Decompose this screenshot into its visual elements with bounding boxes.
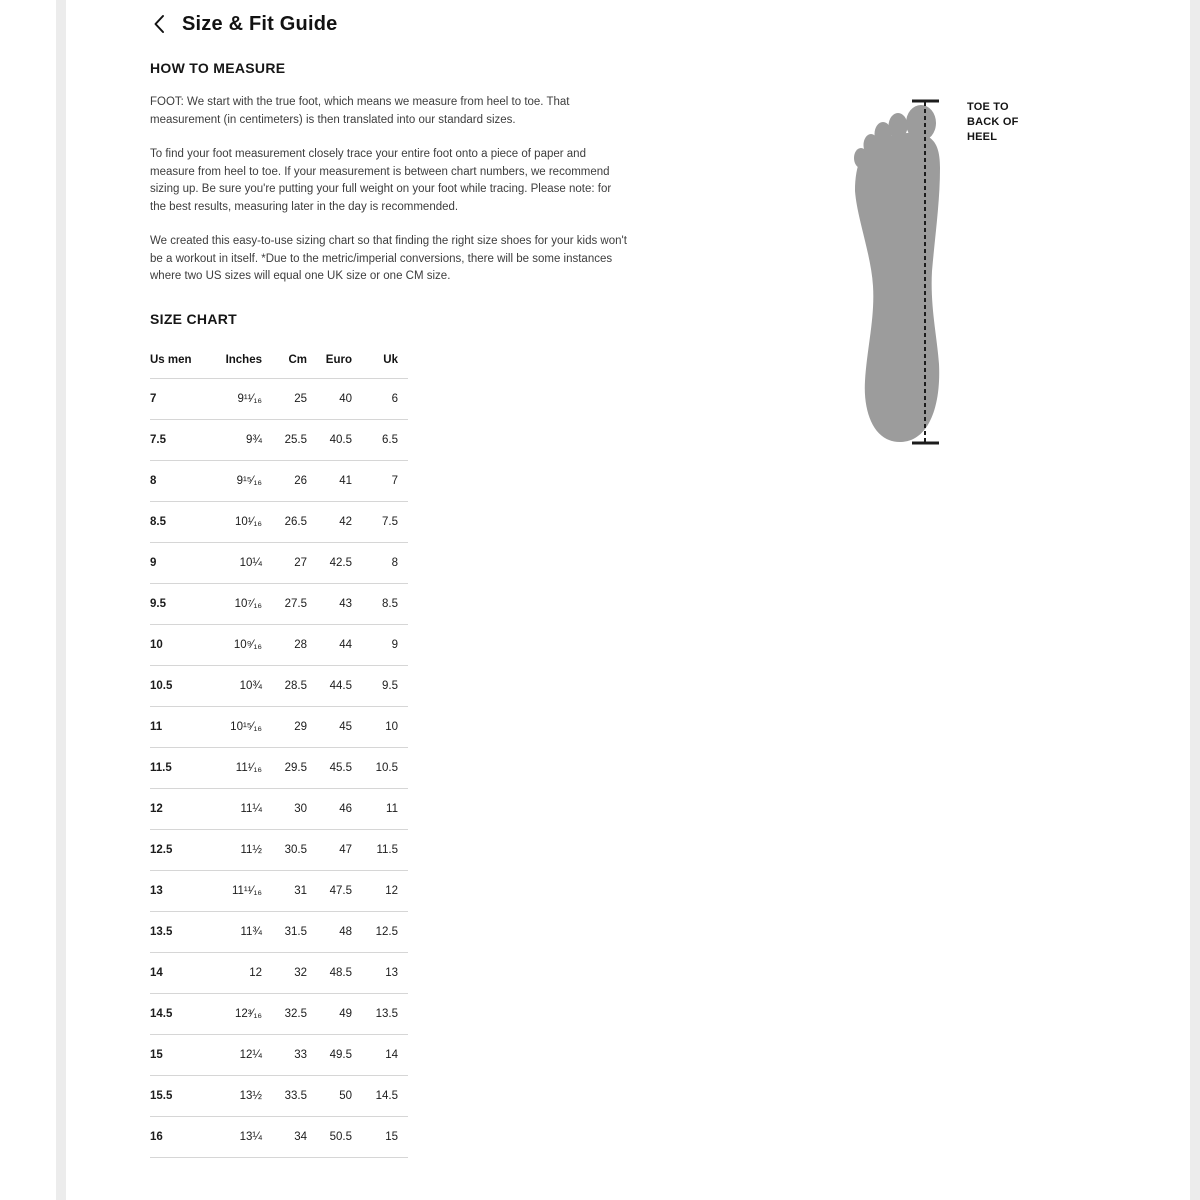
table-cell: 10.5 bbox=[352, 748, 408, 789]
how-to-measure-heading: HOW TO MEASURE bbox=[150, 60, 286, 76]
table-row bbox=[150, 1117, 408, 1158]
chevron-left-icon bbox=[152, 14, 166, 34]
table-cell: 9¹¹⁄₁₆ bbox=[208, 379, 262, 420]
table-cell: 10¹⁄₁₆ bbox=[208, 502, 262, 543]
table-cell: 7.5 bbox=[352, 502, 408, 543]
table-row bbox=[150, 1035, 408, 1076]
table-row bbox=[150, 461, 408, 502]
column-header: Cm bbox=[262, 343, 307, 379]
column-header: Euro bbox=[307, 343, 352, 379]
table-row bbox=[150, 748, 408, 789]
table-row bbox=[150, 830, 408, 871]
table-cell: 12 bbox=[150, 789, 208, 830]
table-cell: 12¼ bbox=[208, 1035, 262, 1076]
table-row bbox=[150, 789, 408, 830]
table-cell: 16 bbox=[150, 1117, 208, 1158]
table-cell: 10⁹⁄₁₆ bbox=[208, 625, 262, 666]
table-cell: 10⁷⁄₁₆ bbox=[208, 584, 262, 625]
table-row bbox=[150, 420, 408, 461]
table-row bbox=[150, 994, 408, 1035]
measure-label-line: HEEL bbox=[967, 131, 998, 143]
table-cell: 11.5 bbox=[352, 830, 408, 871]
table-cell: 26.5 bbox=[262, 502, 307, 543]
paragraph: We created this easy-to-use sizing chart so that finding the right size shoes for your kids won't be a workout in itself. *Due to the metric/imperial conversions, there will be some instances where two US sizes will equal one UK size or one CM size. bbox=[150, 235, 627, 282]
size-table-head bbox=[150, 343, 408, 379]
measure-label-line: BACK OF bbox=[967, 116, 1019, 128]
table-cell: 11½ bbox=[208, 830, 262, 871]
table-cell: 10.5 bbox=[150, 666, 208, 707]
table-row bbox=[150, 379, 408, 420]
table-cell: 13¼ bbox=[208, 1117, 262, 1158]
table-cell: 31.5 bbox=[262, 912, 307, 953]
table-cell: 14 bbox=[150, 953, 208, 994]
table-cell: 6.5 bbox=[352, 420, 408, 461]
main-content bbox=[150, 60, 628, 1158]
table-cell: 29 bbox=[262, 707, 307, 748]
table-row bbox=[150, 1076, 408, 1117]
size-table bbox=[150, 343, 408, 1159]
table-cell: 32 bbox=[262, 953, 307, 994]
table-row bbox=[150, 666, 408, 707]
measure-label bbox=[967, 100, 1019, 145]
table-cell: 43 bbox=[307, 584, 352, 625]
table-cell: 11 bbox=[352, 789, 408, 830]
size-table-body bbox=[150, 379, 408, 1158]
table-row bbox=[150, 502, 408, 543]
table-cell: 9.5 bbox=[150, 584, 208, 625]
paragraph: To find your foot measurement closely trace your entire foot onto a piece of paper and measure from heel to toe. If your measurement is between chart numbers, we recommend sizing up. Be sure you're putting your full weight on your foot while tracing. Please note: for the best results, measuring later in the day is recommended. bbox=[150, 148, 612, 213]
table-cell: 13 bbox=[150, 871, 208, 912]
table-cell: 27.5 bbox=[262, 584, 307, 625]
table-cell: 40 bbox=[307, 379, 352, 420]
table-cell: 12.5 bbox=[150, 830, 208, 871]
table-cell: 25.5 bbox=[262, 420, 307, 461]
page-title: Size & Fit Guide bbox=[182, 12, 338, 35]
table-cell: 33.5 bbox=[262, 1076, 307, 1117]
table-cell: 12 bbox=[208, 953, 262, 994]
table-row bbox=[150, 584, 408, 625]
table-row bbox=[150, 871, 408, 912]
table-cell: 48.5 bbox=[307, 953, 352, 994]
table-row bbox=[150, 953, 408, 994]
table-cell: 47.5 bbox=[307, 871, 352, 912]
table-cell: 11¼ bbox=[208, 789, 262, 830]
table-cell: 49.5 bbox=[307, 1035, 352, 1076]
table-cell: 7.5 bbox=[150, 420, 208, 461]
left-edge-strip bbox=[56, 0, 66, 1200]
table-cell: 42.5 bbox=[307, 543, 352, 584]
table-cell: 9¹⁵⁄₁₆ bbox=[208, 461, 262, 502]
table-cell: 49 bbox=[307, 994, 352, 1035]
foot-illustration bbox=[835, 96, 961, 448]
table-cell: 48 bbox=[307, 912, 352, 953]
table-cell: 13.5 bbox=[150, 912, 208, 953]
table-cell: 15 bbox=[150, 1035, 208, 1076]
table-cell: 34 bbox=[262, 1117, 307, 1158]
table-row bbox=[150, 625, 408, 666]
size-table-header-row bbox=[150, 343, 408, 379]
foot-shape bbox=[854, 105, 940, 442]
table-cell: 6 bbox=[352, 379, 408, 420]
table-cell: 15 bbox=[352, 1117, 408, 1158]
table-cell: 8.5 bbox=[352, 584, 408, 625]
table-cell: 13½ bbox=[208, 1076, 262, 1117]
table-cell: 50 bbox=[307, 1076, 352, 1117]
table-cell: 9.5 bbox=[352, 666, 408, 707]
table-cell: 25 bbox=[262, 379, 307, 420]
table-cell: 44 bbox=[307, 625, 352, 666]
foot-diagram bbox=[835, 96, 961, 448]
measure-label-line: TOE TO bbox=[967, 101, 1009, 113]
table-cell: 28 bbox=[262, 625, 307, 666]
table-cell: 12.5 bbox=[352, 912, 408, 953]
table-cell: 26 bbox=[262, 461, 307, 502]
table-cell: 8.5 bbox=[150, 502, 208, 543]
back-button[interactable] bbox=[150, 10, 168, 38]
table-cell: 12 bbox=[352, 871, 408, 912]
table-cell: 7 bbox=[150, 379, 208, 420]
table-cell: 29.5 bbox=[262, 748, 307, 789]
table-cell: 13 bbox=[352, 953, 408, 994]
table-cell: 13.5 bbox=[352, 994, 408, 1035]
table-cell: 8 bbox=[352, 543, 408, 584]
table-cell: 46 bbox=[307, 789, 352, 830]
table-cell: 8 bbox=[150, 461, 208, 502]
column-header: Us men bbox=[150, 343, 208, 379]
table-cell: 10 bbox=[352, 707, 408, 748]
table-cell: 40.5 bbox=[307, 420, 352, 461]
table-cell: 12³⁄₁₆ bbox=[208, 994, 262, 1035]
table-cell: 10¾ bbox=[208, 666, 262, 707]
table-cell: 9 bbox=[150, 543, 208, 584]
table-cell: 33 bbox=[262, 1035, 307, 1076]
table-cell: 14 bbox=[352, 1035, 408, 1076]
column-header: Inches bbox=[208, 343, 262, 379]
table-cell: 50.5 bbox=[307, 1117, 352, 1158]
column-header: Uk bbox=[352, 343, 408, 379]
table-cell: 14.5 bbox=[352, 1076, 408, 1117]
table-cell: 42 bbox=[307, 502, 352, 543]
table-cell: 11¹¹⁄₁₆ bbox=[208, 871, 262, 912]
how-to-measure-paragraphs bbox=[150, 94, 628, 286]
table-cell: 47 bbox=[307, 830, 352, 871]
table-cell: 9¾ bbox=[208, 420, 262, 461]
table-cell: 44.5 bbox=[307, 666, 352, 707]
table-cell: 10¼ bbox=[208, 543, 262, 584]
table-cell: 10¹⁵⁄₁₆ bbox=[208, 707, 262, 748]
table-cell: 11¾ bbox=[208, 912, 262, 953]
table-cell: 31 bbox=[262, 871, 307, 912]
table-cell: 11¹⁄₁₆ bbox=[208, 748, 262, 789]
table-cell: 9 bbox=[352, 625, 408, 666]
table-cell: 11 bbox=[150, 707, 208, 748]
table-cell: 27 bbox=[262, 543, 307, 584]
table-cell: 15.5 bbox=[150, 1076, 208, 1117]
table-row bbox=[150, 912, 408, 953]
table-cell: 30.5 bbox=[262, 830, 307, 871]
table-cell: 45 bbox=[307, 707, 352, 748]
table-cell: 14.5 bbox=[150, 994, 208, 1035]
right-edge-strip bbox=[1190, 0, 1200, 1200]
table-cell: 45.5 bbox=[307, 748, 352, 789]
table-cell: 11.5 bbox=[150, 748, 208, 789]
header bbox=[150, 10, 337, 38]
table-row bbox=[150, 707, 408, 748]
table-cell: 7 bbox=[352, 461, 408, 502]
table-cell: 10 bbox=[150, 625, 208, 666]
table-cell: 41 bbox=[307, 461, 352, 502]
table-cell: 32.5 bbox=[262, 994, 307, 1035]
table-row bbox=[150, 543, 408, 584]
paragraph: FOOT: We start with the true foot, which means we measure from heel to toe. That measurement (in centimeters) is then translated into our standard sizes. bbox=[150, 96, 570, 126]
table-cell: 30 bbox=[262, 789, 307, 830]
table-cell: 28.5 bbox=[262, 666, 307, 707]
size-chart-heading: SIZE CHART bbox=[150, 310, 237, 327]
